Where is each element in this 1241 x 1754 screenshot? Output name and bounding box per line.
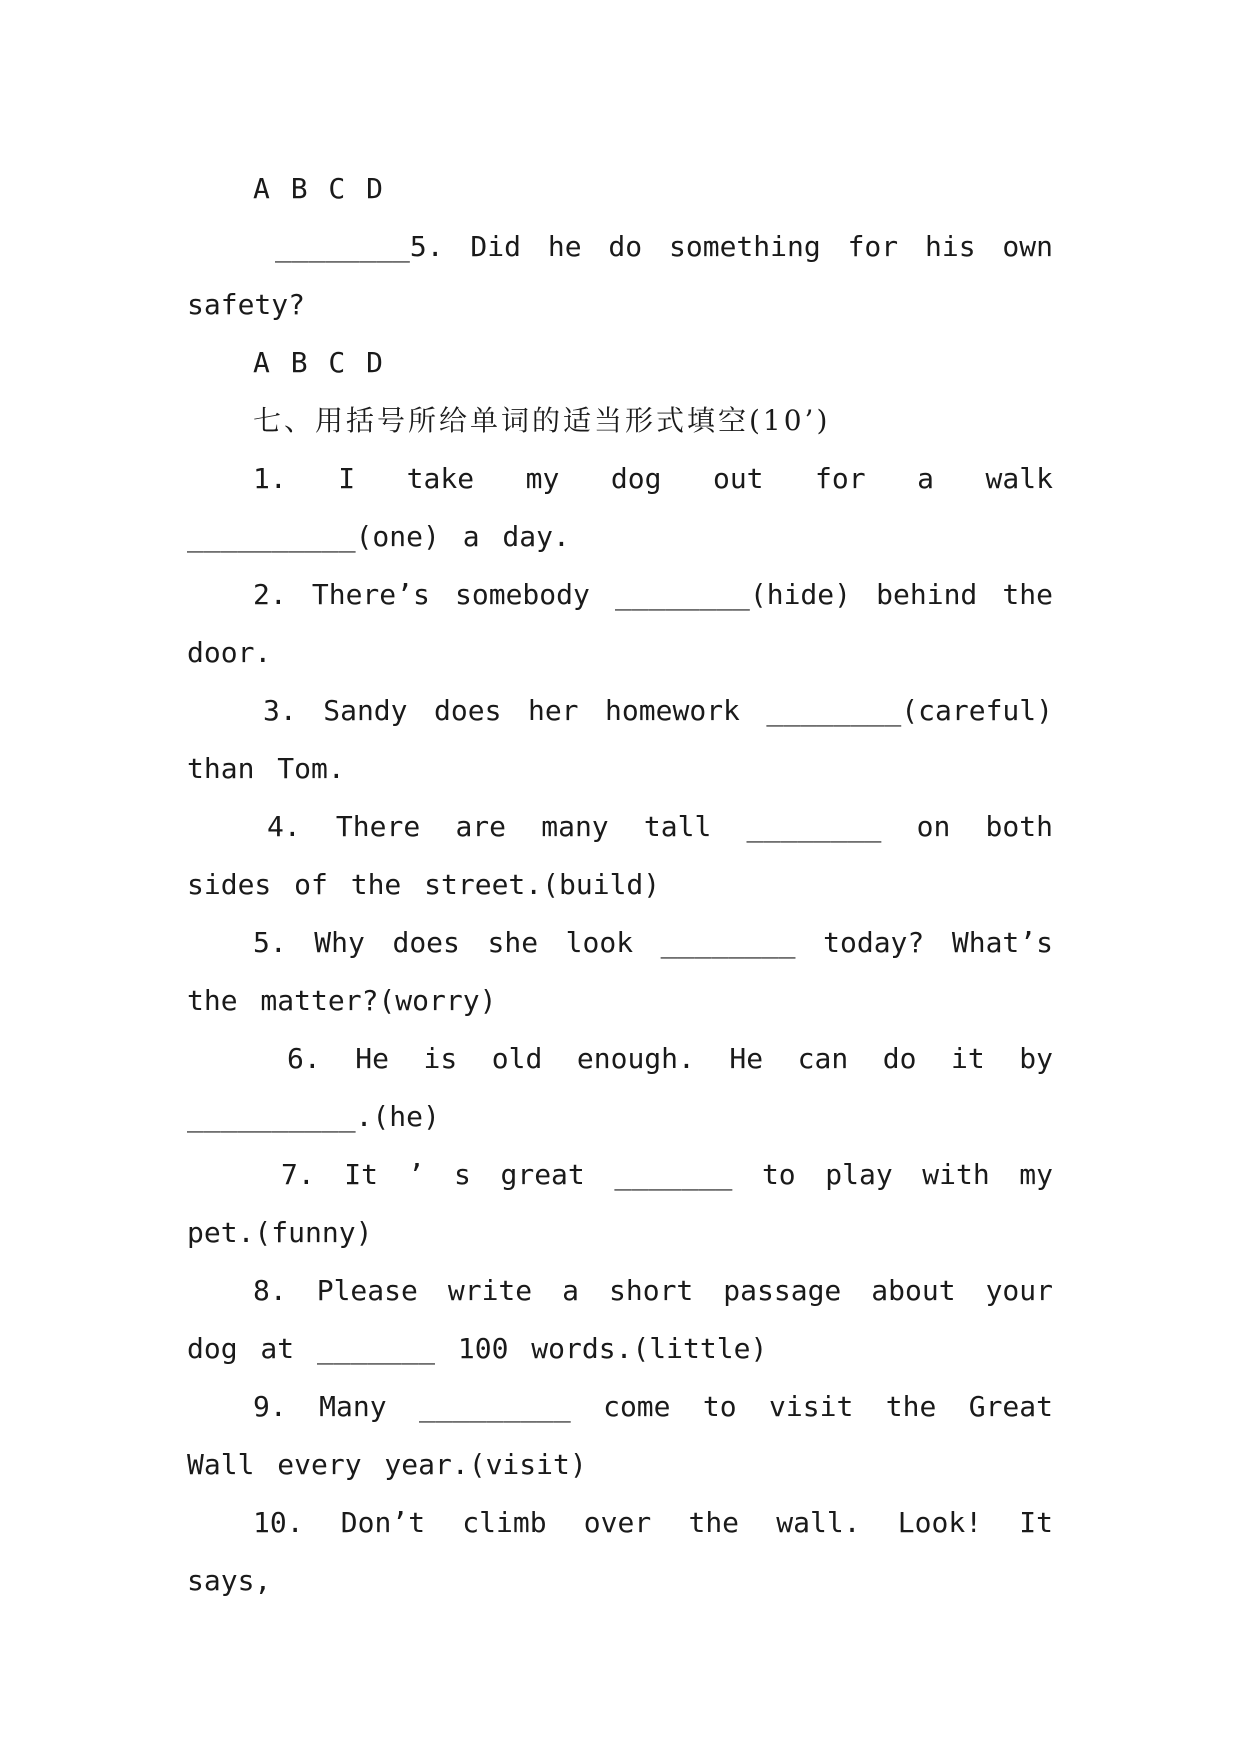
exercise-item-9: 9. Many _________ come to visit the Great Wall every year.(visit) <box>187 1390 1053 1481</box>
exercise-item-8: 8. Please write a short passage about your dog at _______ 100 words.(little) <box>187 1274 1053 1365</box>
section-title: 七、用括号所给单词的适当形式填空(10’) <box>253 404 831 437</box>
exercise-item-2: 2. There’s somebody ________(hide) behind the door. <box>187 578 1053 669</box>
question-5: ________5. Did he do something for his own safety? <box>187 230 1053 321</box>
exercise-item-5: 5. Why does she look ________ today? What’s the matter?(worry) <box>187 926 1053 1017</box>
exercise-item-1: 1. I take my dog out for a walk __________(one) a day. <box>187 462 1053 553</box>
exercise-item-10: 10. Don’t climb over the wall. Look! It says, <box>187 1506 1053 1597</box>
document-page <box>187 160 1053 1610</box>
exercise-item-7: 7. It ’ s great _______ to play with my pet.(funny) <box>187 1158 1053 1249</box>
exercise-item-3: 3. Sandy does her homework ________(careful) than Tom. <box>187 694 1053 785</box>
exercise-item-4: 4. There are many tall ________ on both sides of the street.(build) <box>187 810 1053 901</box>
exercise-item-6: 6. He is old enough. He can do it by __________.(he) <box>187 1042 1053 1133</box>
answer-choices: A B C D <box>253 172 386 205</box>
answer-choices: A B C D <box>253 346 386 379</box>
